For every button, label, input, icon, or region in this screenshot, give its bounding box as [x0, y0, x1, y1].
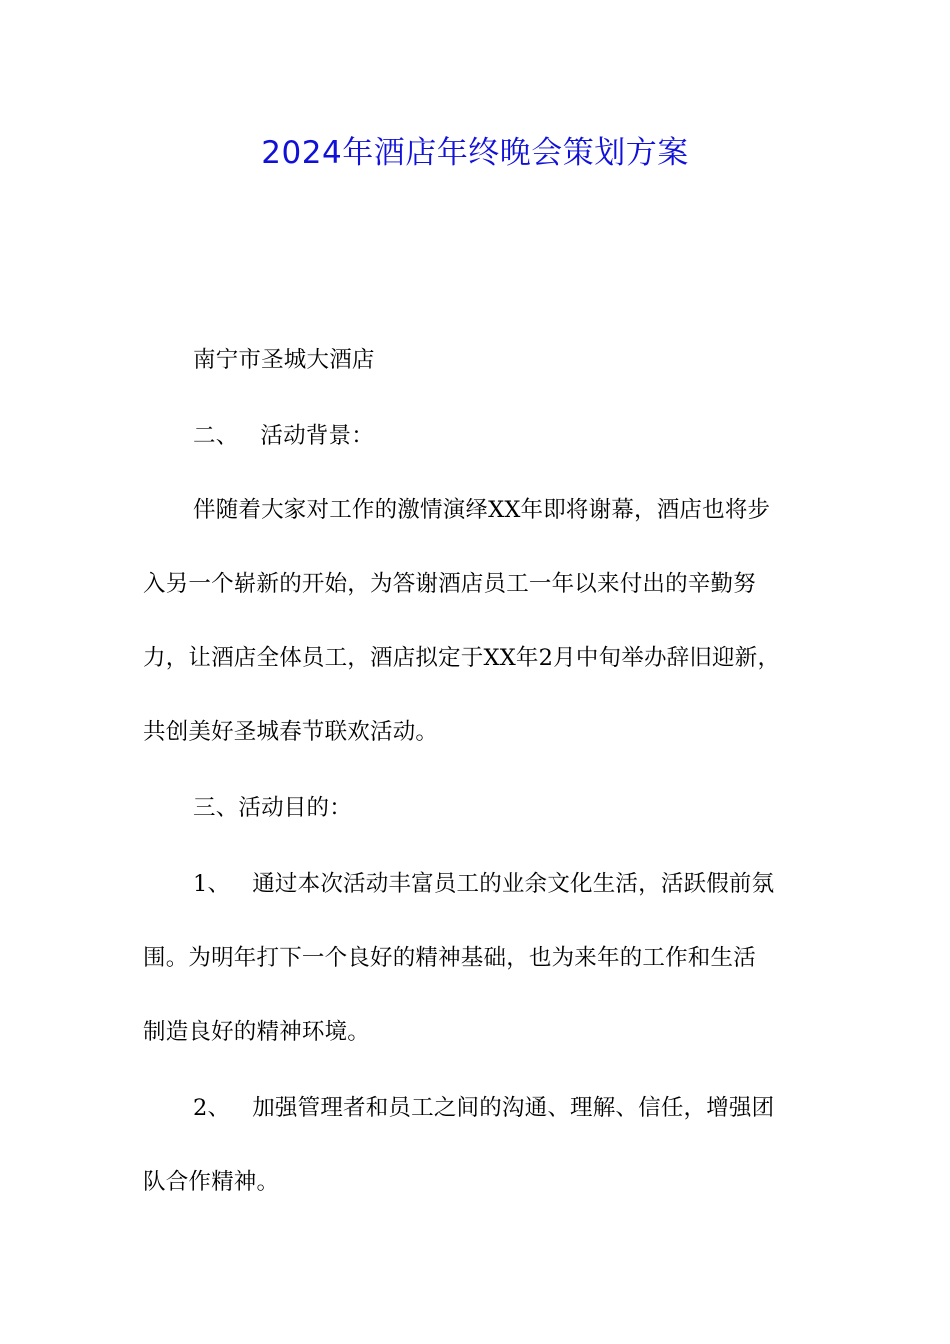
section-three-heading: 三、活动目的：: [193, 795, 352, 821]
background-line-1: 伴随着大家对工作的激情演绎XX年即将谢幕，酒店也将步: [193, 497, 771, 523]
background-line-4: 共创美好圣城春节联欢活动。: [143, 719, 439, 745]
purpose-one-text: 通过本次活动丰富员工的业余文化生活，活跃假前氛: [252, 871, 775, 897]
purpose-one-number: 1、: [193, 871, 231, 897]
section-two-heading: [193, 418, 823, 454]
organizer-line: 南宁市圣城大酒店: [193, 347, 375, 373]
purpose-one-line-3: 制造良好的精神环境。: [143, 1019, 371, 1045]
background-line-2: 入另一个崭新的开始，为答谢酒店员工一年以来付出的辛勤努: [143, 571, 756, 597]
purpose-two-text: 加强管理者和员工之间的沟通、理解、信任，增强团: [252, 1095, 775, 1121]
purpose-one-line-2: 围。为明年打下一个良好的精神基础，也为来年的工作和生活: [143, 945, 756, 971]
purpose-two-line-1: [193, 1090, 823, 1126]
purpose-two-number: 2、: [193, 1095, 231, 1121]
section-two-title: 活动背景：: [260, 423, 374, 449]
background-line-3: 力，让酒店全体员工，酒店拟定于XX年2月中旬举办辞旧迎新，: [143, 645, 781, 671]
document-title: 2024年酒店年终晚会策划方案: [261, 135, 689, 171]
purpose-two-line-2: 队合作精神。: [143, 1169, 280, 1195]
section-two-number: 二、: [193, 423, 239, 449]
purpose-one-line-1: [193, 866, 823, 902]
